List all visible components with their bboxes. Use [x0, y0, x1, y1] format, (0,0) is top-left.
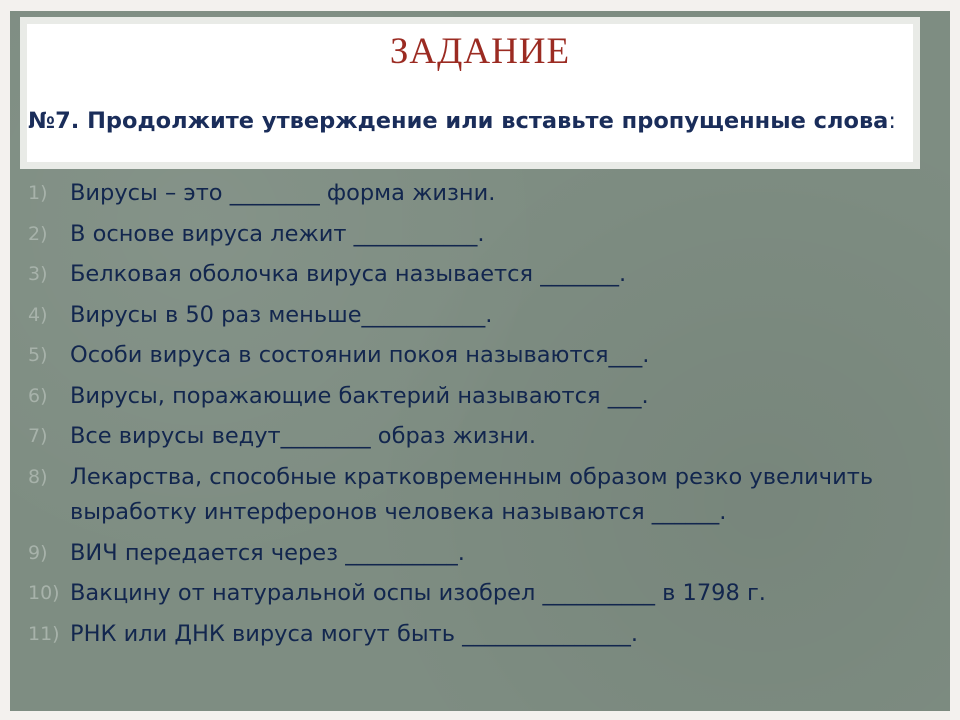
item-text: Вирусы в 50 раз меньше___________. — [70, 301, 493, 328]
list-item — [28, 460, 928, 531]
item-number: 10) — [28, 582, 60, 604]
item-number: 1) — [28, 182, 48, 204]
list-item — [28, 536, 928, 572]
item-text: Вакцину от натуральной оспы изобрел __________ в 1798 г. — [70, 580, 766, 606]
item-number: 4) — [28, 303, 48, 326]
list-item — [28, 617, 928, 653]
item-number: 5) — [28, 344, 48, 366]
item-text: Вирусы – это ________ форма жизни. — [70, 180, 496, 206]
item-text: В основе вируса лежит ___________. — [70, 220, 485, 247]
list-item — [28, 419, 928, 455]
list-item — [28, 379, 928, 415]
task-text: №7. Продолжите утверждение или вставьте пропущенные слова — [28, 108, 889, 134]
item-text: Белковая оболочка вируса называется _______. — [70, 261, 627, 287]
question-list — [28, 176, 928, 657]
task-colon: : — [888, 108, 896, 134]
item-number: 11) — [28, 622, 60, 645]
item-number: 3) — [28, 263, 48, 285]
item-text: Особи вируса в состоянии покоя называются___. — [70, 342, 650, 368]
list-item — [28, 576, 928, 612]
task-statement — [28, 104, 918, 139]
item-text: Лекарства, способные кратковременным образом резко увеличить выработку интерферонов человека называются ______. — [70, 463, 874, 525]
item-text: Все вирусы ведут________ образ жизни. — [70, 423, 536, 449]
item-number: 8) — [28, 465, 48, 488]
item-number: 6) — [28, 384, 48, 407]
list-item — [28, 338, 928, 374]
item-text: ВИЧ передается через __________. — [70, 539, 465, 566]
item-number: 7) — [28, 425, 48, 447]
item-text: Вирусы, поражающие бактерий называются ___. — [70, 382, 649, 409]
list-item — [28, 176, 928, 212]
slide-title: ЗАДАНИЕ — [389, 31, 571, 72]
list-item — [28, 217, 928, 253]
item-number: 2) — [28, 222, 48, 245]
item-text: РНК или ДНК вируса могут быть _______________. — [70, 620, 639, 647]
list-item — [28, 298, 928, 334]
list-item — [28, 257, 928, 293]
item-number: 9) — [28, 541, 48, 564]
